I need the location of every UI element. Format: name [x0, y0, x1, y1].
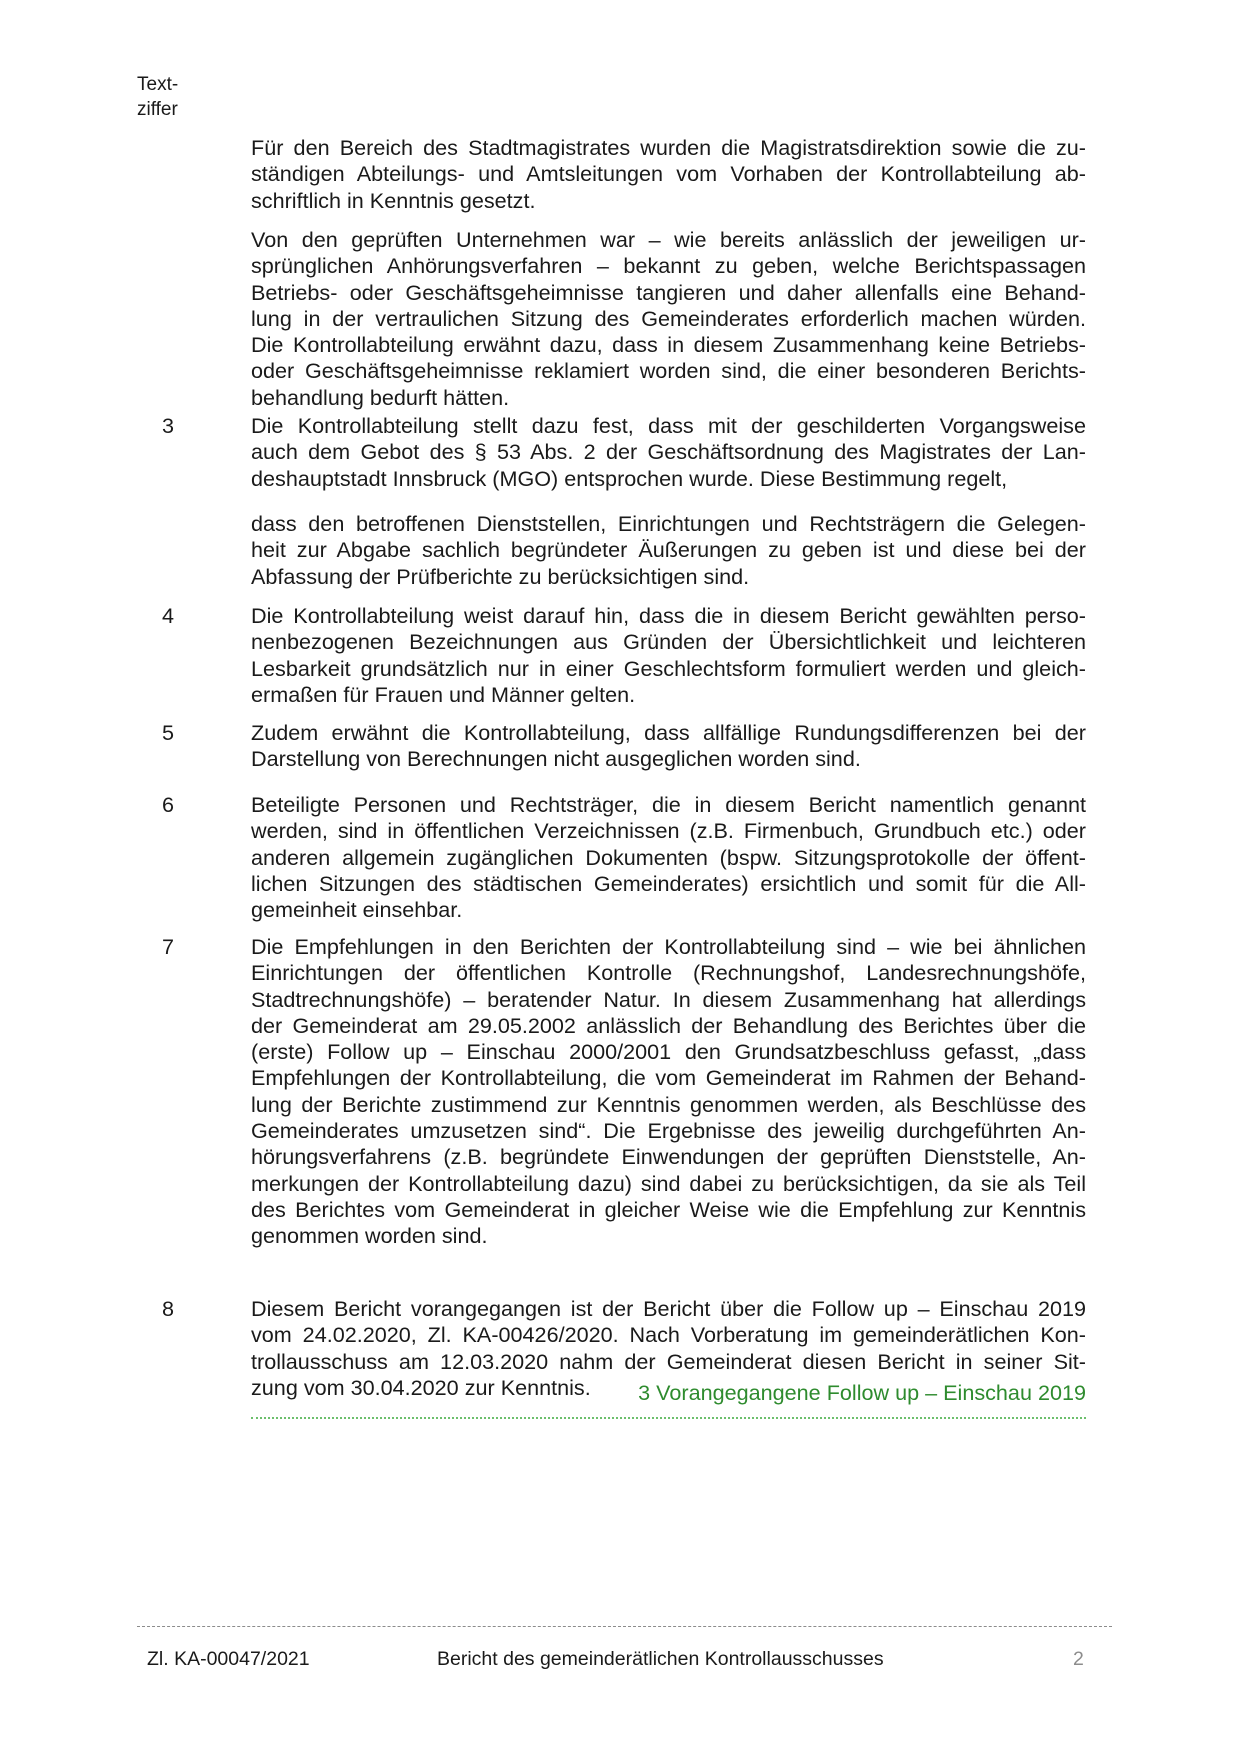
- paragraph-line: nenbezogenen Bezeichnungen aus Gründen der Übersichtlichkeit und leichteren: [251, 629, 1086, 655]
- footer-reference: Zl. KA-00047/2021: [147, 1648, 310, 1670]
- paragraph: [251, 511, 1086, 590]
- paragraph: [251, 720, 1086, 773]
- paragraph-line: vom 24.02.2020, Zl. KA-00426/2020. Nach Vorberatung im gemeinderätlichen Kon-: [251, 1322, 1086, 1348]
- paragraph-line: anderen allgemein zugänglichen Dokumenten (bspw. Sitzungsprotokolle der öffent-: [251, 844, 1086, 870]
- paragraph-line: Abfassung der Prüfberichte zu berücksichtigen sind.: [251, 563, 750, 589]
- paragraph-line: hörungsverfahrens (z.B. begründete Einwendungen der geprüften Dienststelle, An-: [251, 1144, 1086, 1170]
- paragraph-line: Lesbarkeit grundsätzlich nur in einer Geschlechtsform formuliert werden und gleich-: [251, 655, 1086, 681]
- text-number: 4: [162, 603, 175, 628]
- paragraph-line: ermaßen für Frauen und Männer gelten.: [251, 681, 636, 707]
- paragraph-line: Empfehlungen der Kontrollabteilung, die vom Gemeinderat im Rahmen der Behand-: [251, 1065, 1086, 1091]
- paragraph-line: Von den geprüften Unternehmen war – wie bereits anlässlich der jeweiligen ur-: [251, 227, 1086, 252]
- paragraph: [251, 135, 1086, 214]
- paragraph: [251, 603, 1086, 708]
- paragraph-line: lung der Berichte zustimmend zur Kenntnis genommen werden, als Beschlüsse des: [251, 1091, 1086, 1117]
- paragraph-line: Betriebs- oder Geschäftsgeheimnisse tangieren und daher allenfalls eine Behand-: [251, 279, 1086, 305]
- paragraph-line: trollausschuss am 12.03.2020 nahm der Gemeinderat diesen Bericht in seiner Sit-: [251, 1348, 1086, 1374]
- paragraph-line: Für den Bereich des Stadtmagistrates wurden die Magistratsdirektion sowie die zu-: [251, 135, 1086, 160]
- paragraph-line: heit zur Abgabe sachlich begründeter Äußerungen zu geben ist und diese bei der: [251, 537, 1086, 563]
- paragraph-line: behandlung bedurft hätten.: [251, 384, 510, 410]
- paragraph-line: Stadtrechnungshöfe) – beratender Natur. In diesem Zusammenhang hat allerdings: [251, 986, 1086, 1012]
- paragraph: [251, 934, 1086, 1250]
- text-number: 5: [162, 720, 175, 745]
- paragraph-line: deshauptstadt Innsbruck (MGO) entsprochen wurde. Diese Bestimmung regelt,: [251, 465, 1008, 491]
- page-number: 2: [1073, 1648, 1084, 1670]
- footer-title: Bericht des gemeinderätlichen Kontrollausschusses: [437, 1648, 884, 1670]
- text-number: 8: [162, 1296, 175, 1321]
- paragraph-line: Darstellung von Berechnungen nicht ausgeglichen worden sind.: [251, 746, 861, 772]
- paragraph-line: Gemeinderates umzusetzen sind“. Die Ergebnisse des jeweilig durchgeführten An-: [251, 1118, 1086, 1144]
- paragraph-line: lichen Sitzungen des städtischen Gemeinderates) ersichtlich und somit für die All-: [251, 870, 1086, 896]
- paragraph-line: zung vom 30.04.2020 zur Kenntnis.: [251, 1374, 591, 1400]
- paragraph-line: Diesem Bericht vorangegangen ist der Bericht über die Follow up – Einschau 2019: [251, 1296, 1086, 1321]
- text-number: 3: [162, 413, 175, 438]
- paragraph-line: des Berichtes vom Gemeinderat in gleicher Weise wie die Empfehlung zur Kenntnis: [251, 1196, 1086, 1222]
- paragraph-line: schriftlich in Kenntnis gesetzt.: [251, 187, 536, 213]
- paragraph-line: Beteiligte Personen und Rechtsträger, die in diesem Bericht namentlich genannt: [251, 792, 1086, 817]
- text-number: 6: [162, 792, 175, 817]
- paragraph-line: Die Kontrollabteilung weist darauf hin, dass die in diesem Bericht gewählten perso-: [251, 603, 1086, 628]
- paragraph-line: Die Kontrollabteilung stellt dazu fest, dass mit der geschilderten Vorgangsweise: [251, 413, 1086, 438]
- section-heading-rule: [251, 1417, 1086, 1419]
- footer-divider: [137, 1626, 1112, 1627]
- paragraph: [251, 227, 1086, 411]
- paragraph-line: gemeinheit einsehbar.: [251, 897, 463, 923]
- paragraph-line: Die Kontrollabteilung erwähnt dazu, dass in diesem Zusammenhang keine Betriebs-: [251, 332, 1086, 358]
- margin-label: [137, 72, 178, 122]
- paragraph-line: merkungen der Kontrollabteilung dazu) sind dabei zu berücksichtigen, da sie als Teil: [251, 1170, 1086, 1196]
- text-number: 7: [162, 934, 175, 959]
- paragraph-line: dass den betroffenen Dienststellen, Einrichtungen und Rechtsträgern die Gelegen-: [251, 511, 1086, 536]
- paragraph-line: Die Empfehlungen in den Berichten der Kontrollabteilung sind – wie bei ähnlichen: [251, 934, 1086, 959]
- paragraph-line: Einrichtungen der öffentlichen Kontrolle (Rechnungshof, Landesrechnungshöfe,: [251, 960, 1086, 986]
- paragraph-line: der Gemeinderat am 29.05.2002 anlässlich der Behandlung des Berichtes über die: [251, 1012, 1086, 1038]
- paragraph-line: auch dem Gebot des § 53 Abs. 2 der Geschäftsordnung des Magistrates der Lan-: [251, 439, 1086, 465]
- paragraph-line: ständigen Abteilungs- und Amtsleitungen vom Vorhaben der Kontrollabteilung ab-: [251, 161, 1086, 187]
- paragraph-line: oder Geschäftsgeheimnisse reklamiert worden sind, die einer besonderen Berichts-: [251, 358, 1086, 384]
- margin-label-line: ziffer: [137, 99, 178, 120]
- section-heading: 3 Vorangegangene Follow up – Einschau 2019: [638, 1380, 1086, 1405]
- paragraph: [251, 792, 1086, 923]
- paragraph-line: genommen worden sind.: [251, 1223, 488, 1249]
- margin-label-line: Text-: [137, 74, 179, 95]
- paragraph-line: lung in der vertraulichen Sitzung des Gemeinderates erforderlich machen würden.: [251, 305, 1086, 331]
- paragraph-line: Zudem erwähnt die Kontrollabteilung, dass allfällige Rundungsdifferenzen bei der: [251, 720, 1086, 745]
- paragraph-line: werden, sind in öffentlichen Verzeichnissen (z.B. Firmenbuch, Grundbuch etc.) oder: [251, 818, 1086, 844]
- paragraph-line: sprünglichen Anhörungsverfahren – bekannt zu geben, welche Berichtspassagen: [251, 253, 1086, 279]
- paragraph: [251, 413, 1086, 492]
- paragraph-line: (erste) Follow up – Einschau 2000/2001 den Grundsatzbeschluss gefasst, „dass: [251, 1039, 1086, 1065]
